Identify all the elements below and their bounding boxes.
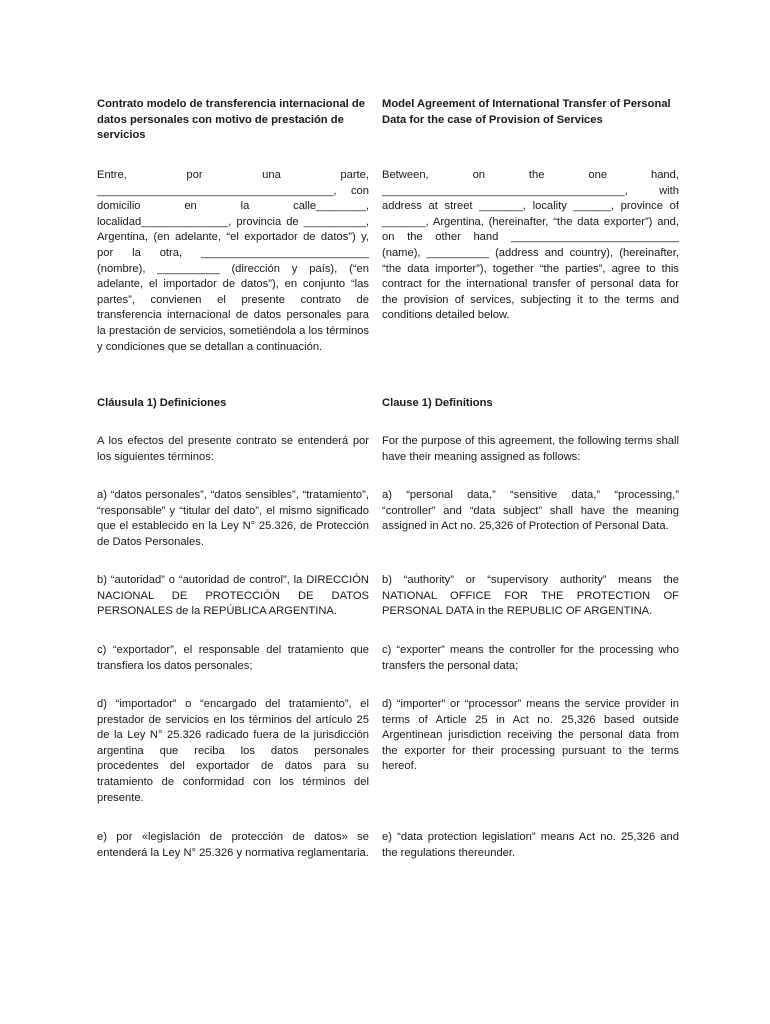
es-clause1-heading: Cláusula 1) Definiciones [97, 397, 227, 409]
en-clause1-heading: Clause 1) Definitions [382, 397, 493, 409]
en-clause1-intro: For the purpose of this agreement, the following terms shall have their meaning assigned as follows: [382, 435, 679, 463]
en-definition-d: d) “importer” or “processor” means the service provider in terms of Article 25 in Act no. 25,326 based outside Argentinean jurisdiction receiving the personal data from the exporter for their processing pursuant to the terms hereof. [382, 698, 679, 773]
es-definition-e: e) por «legislación de protección de datos» se entenderá la Ley N° 25.326 y normativa reglamentaria. [97, 831, 369, 859]
en-intro: Between, on the one hand, _______________________________________, with address at street _______, locality ______, province of _______, Argentina, (hereinafter, “the data exporter”) and, on the other hand ___________________________ (name), __________ (address and country), (hereinafter, “the data importer”), together “the parties”, agree to this contract for the international transfer of personal data for the provision of services, subjecting it to the terms and conditions detailed below. [382, 169, 679, 322]
en-definition-c: c) “exporter” means the controller for the processing who transfers the personal data; [382, 644, 679, 672]
es-definition-c: c) “exportador”, el responsable del tratamiento que transfiera los datos personales; [97, 644, 369, 672]
es-clause1-intro: A los efectos del presente contrato se entenderá por los siguientes términos: [97, 435, 369, 463]
es-title: Contrato modelo de transferencia internacional de datos personales con motivo de prestación de servicios [97, 98, 365, 142]
en-title: Model Agreement of International Transfer of Personal Data for the case of Provision of Services [382, 98, 671, 126]
es-intro: Entre, por una parte, ______________________________________, con domicilio en la calle________, localidad______________, provincia de __________, Argentina, (en adelante, “el exportador de datos”) y, por la otra, ___________________________ (nombre), __________ (dirección y país), (“en adelante, el importador de datos”), en conjunto “las partes”, convienen el presente contrato de transferencia internacional de datos personales para la prestación de servicios, sometiéndola a los términos y condiciones que se detallan a continuación. [97, 169, 369, 353]
en-definition-a: a) “personal data,” “sensitive data,” “processing,” “controller” and “data subject” shall have the meaning assigned in Act no. 25,326 of Protection of Personal Data. [382, 489, 679, 533]
es-definition-b: b) “autoridad” o “autoridad de control”, la DIRECCIÓN NACIONAL DE PROTECCIÓN DE DATOS PERSONALES de la REPÚBLICA ARGENTINA. [97, 574, 369, 618]
es-definition-a: a) “datos personales”, “datos sensibles”, “tratamiento”, “responsable” y “titular del dato”, el mismo significado que el establecido en la Ley N° 25.326, de Protección de Datos Personales. [97, 489, 369, 548]
es-definition-d: d) “importador” o “encargado del tratamiento”, el prestador de servicios en los términos del artículo 25 de la Ley N° 25.326 radicado fuera de la jurisdicción argentina que reciba los datos personales procedentes del exportador de datos para su tratamiento de conformidad con los términos del presente. [97, 698, 369, 804]
en-definition-e: e) “data protection legislation” means Act no. 25,326 and the regulations thereunder. [382, 831, 679, 859]
en-definition-b: b) “authority” or “supervisory authority” means the NATIONAL OFFICE FOR THE PROTECTION OF PERSONAL DATA in the REPUBLIC OF ARGENTINA. [382, 574, 679, 618]
